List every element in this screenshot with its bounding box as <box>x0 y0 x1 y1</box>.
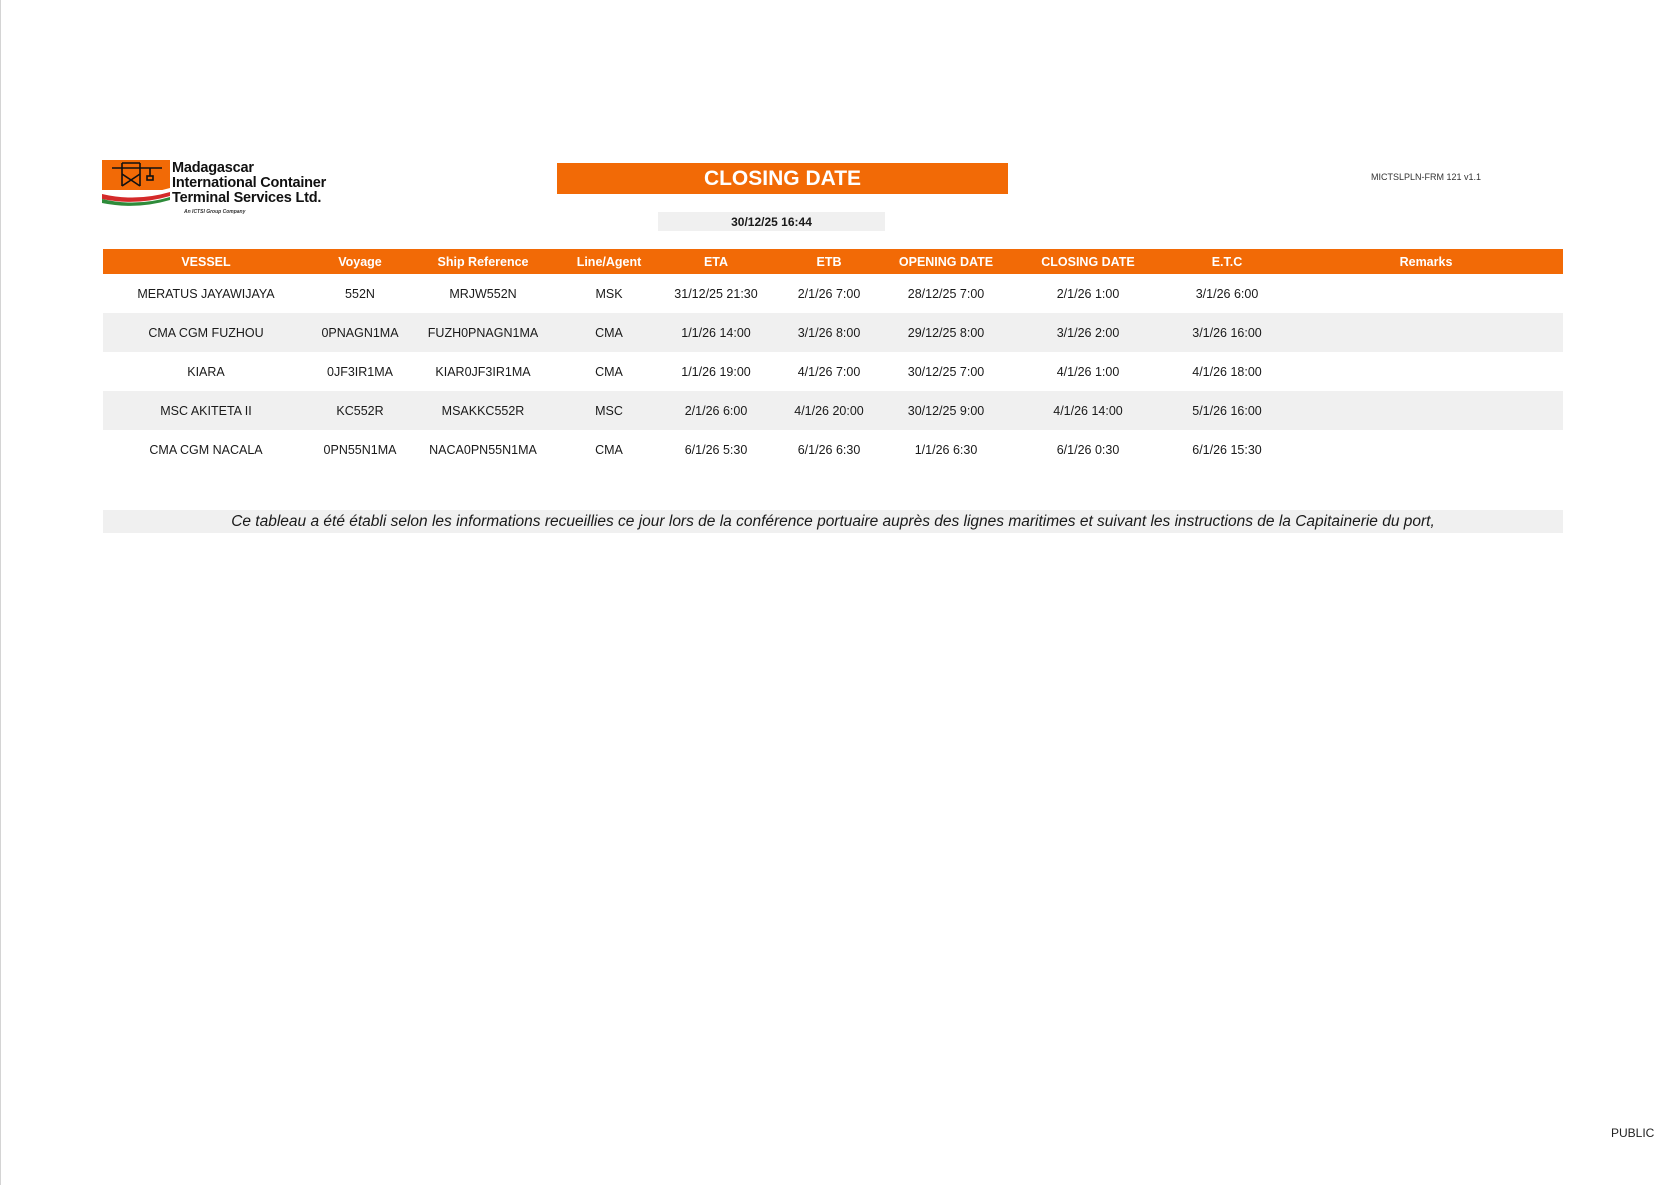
crane-logo-icon <box>102 160 172 206</box>
cell-eta: 2/1/26 6:00 <box>684 403 748 418</box>
header-eta: ETA <box>703 254 729 269</box>
header-etc: E.T.C <box>1211 254 1243 269</box>
cell-closing-date: 6/1/26 0:30 <box>1056 442 1120 457</box>
cell-closing-date: 2/1/26 1:00 <box>1056 286 1120 301</box>
company-name-line3: Terminal Services Ltd. <box>172 190 322 206</box>
cell-voyage: 0JF3IR1MA <box>327 364 393 379</box>
cell-eta: 31/12/25 21:30 <box>674 286 758 301</box>
cell-voyage: 0PN55N1MA <box>323 442 397 457</box>
company-name <box>172 161 326 206</box>
cell-opening-date: 30/12/25 7:00 <box>907 364 985 379</box>
table-row <box>103 313 1563 352</box>
cell-voyage: KC552R <box>336 403 384 418</box>
cell-etb: 6/1/26 6:30 <box>797 442 861 457</box>
cell-vessel: CMA CGM NACALA <box>149 442 263 457</box>
cell-etb: 3/1/26 8:00 <box>797 325 861 340</box>
cell-etb: 2/1/26 7:00 <box>797 286 861 301</box>
classification-label: PUBLIC <box>1611 1126 1655 1140</box>
table-row <box>103 352 1563 391</box>
cell-etc: 6/1/26 15:30 <box>1192 442 1262 457</box>
cell-eta: 6/1/26 5:30 <box>684 442 748 457</box>
header-etb: ETB <box>816 254 842 269</box>
company-name-line1: Madagascar <box>172 160 254 176</box>
table-row <box>103 391 1563 430</box>
cell-etc: 4/1/26 18:00 <box>1192 364 1262 379</box>
header-closing-date: CLOSING DATE <box>1041 254 1135 269</box>
cell-closing-date: 4/1/26 1:00 <box>1056 364 1120 379</box>
header-opening-date: OPENING DATE <box>898 254 994 269</box>
cell-opening-date: 1/1/26 6:30 <box>914 442 978 457</box>
header-remarks: Remarks <box>1399 254 1453 269</box>
page-title: CLOSING DATE <box>557 163 1008 194</box>
cell-line-agent: MSK <box>595 286 623 301</box>
company-name-line2: International Container <box>172 175 327 191</box>
cell-ship-reference: FUZH0PNAGN1MA <box>427 325 539 340</box>
form-code: MICTSLPLN-FRM 121 v1.1 <box>1371 172 1482 182</box>
cell-line-agent: CMA <box>595 364 623 379</box>
cell-ship-reference: MSAKKC552R <box>441 403 525 418</box>
cell-ship-reference: NACA0PN55N1MA <box>429 442 537 457</box>
footnote: Ce tableau a été établi selon les informations recueillies ce jour lors de la conférence portuaire auprès des lignes maritimes et suivant les instructions de la Capitainerie du port, <box>103 510 1563 533</box>
cell-vessel: MSC AKITETA II <box>160 403 252 418</box>
cell-ship-reference: KIAR0JF3IR1MA <box>435 364 531 379</box>
cell-line-agent: CMA <box>595 325 623 340</box>
cell-etc: 3/1/26 16:00 <box>1192 325 1262 340</box>
company-logo <box>102 160 342 220</box>
table-header-row <box>103 249 1563 274</box>
cell-ship-reference: MRJW552N <box>449 286 517 301</box>
header-ship-reference: Ship Reference <box>437 254 529 269</box>
report-timestamp: 30/12/25 16:44 <box>658 212 885 231</box>
cell-etc: 3/1/26 6:00 <box>1195 286 1259 301</box>
cell-vessel: MERATUS JAYAWIJAYA <box>137 286 275 301</box>
cell-voyage: 552N <box>345 286 375 301</box>
page-edge <box>0 0 1 1185</box>
cell-voyage: 0PNAGN1MA <box>321 325 399 340</box>
header-voyage: Voyage <box>338 254 382 269</box>
cell-line-agent: CMA <box>595 442 623 457</box>
cell-etb: 4/1/26 20:00 <box>794 403 864 418</box>
closing-date-table <box>103 249 1563 469</box>
cell-eta: 1/1/26 19:00 <box>681 364 751 379</box>
cell-opening-date: 28/12/25 7:00 <box>907 286 985 301</box>
cell-line-agent: MSC <box>595 403 623 418</box>
cell-vessel: KIARA <box>187 364 225 379</box>
table-row <box>103 274 1563 313</box>
header-line-agent: Line/Agent <box>576 254 642 269</box>
cell-eta: 1/1/26 14:00 <box>681 325 751 340</box>
cell-closing-date: 3/1/26 2:00 <box>1056 325 1120 340</box>
cell-etc: 5/1/26 16:00 <box>1192 403 1262 418</box>
cell-closing-date: 4/1/26 14:00 <box>1053 403 1123 418</box>
company-tagline: An ICTSI Group Company <box>184 209 246 215</box>
cell-etb: 4/1/26 7:00 <box>797 364 861 379</box>
table-row <box>103 430 1563 469</box>
cell-opening-date: 29/12/25 8:00 <box>907 325 985 340</box>
cell-opening-date: 30/12/25 9:00 <box>907 403 985 418</box>
cell-vessel: CMA CGM FUZHOU <box>148 325 264 340</box>
header-vessel: VESSEL <box>181 254 231 269</box>
